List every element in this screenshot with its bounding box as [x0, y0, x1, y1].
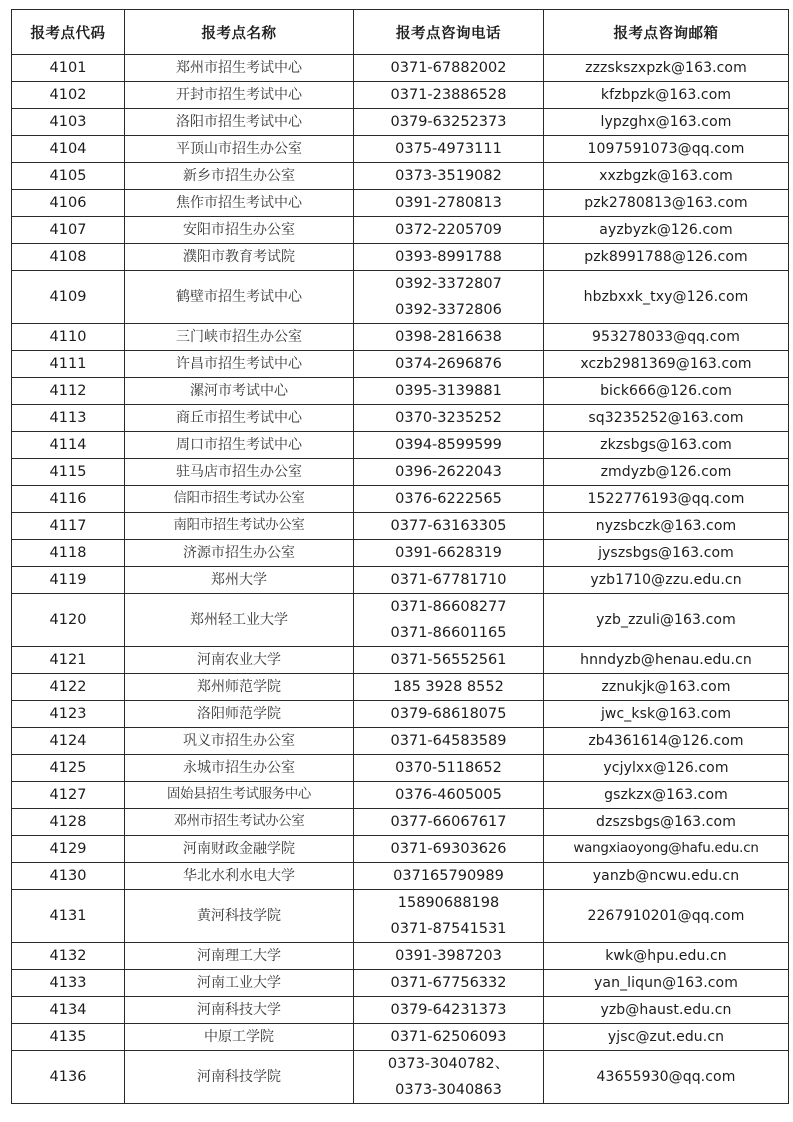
- site-name: 永城市招生办公室: [125, 755, 354, 782]
- table-body: [12, 55, 789, 1104]
- site-name: 濮阳市教育考试院: [125, 244, 354, 271]
- table-row: [12, 136, 789, 163]
- site-email: sq3235252@163.com: [544, 405, 789, 432]
- site-name: 鹤壁市招生考试中心: [125, 271, 354, 324]
- site-email: yzb_zzuli@163.com: [544, 594, 789, 647]
- phone-number: 0371-56552561: [390, 652, 507, 668]
- site-email: yjsc@zut.edu.cn: [544, 1024, 789, 1051]
- site-code: 4128: [12, 809, 125, 836]
- site-name: 河南工业大学: [125, 970, 354, 997]
- site-phone: [354, 755, 544, 782]
- site-code: 4110: [12, 324, 125, 351]
- header-name: 报考点名称: [125, 10, 354, 55]
- site-phone: [354, 701, 544, 728]
- site-name: 平顶山市招生办公室: [125, 136, 354, 163]
- site-code: 4101: [12, 55, 125, 82]
- site-name: 洛阳市招生考试中心: [125, 109, 354, 136]
- table-row: [12, 109, 789, 136]
- phone-number: 0375-4973111: [395, 141, 502, 157]
- site-email: nyzsbczk@163.com: [544, 513, 789, 540]
- site-email: 953278033@qq.com: [544, 324, 789, 351]
- phone-number: 0377-66067617: [390, 814, 507, 830]
- site-name: 河南科技学院: [125, 1051, 354, 1104]
- phone-number: 0371-23886528: [390, 87, 507, 103]
- site-code: 4120: [12, 594, 125, 647]
- site-name: 三门峡市招生办公室: [125, 324, 354, 351]
- table-row: [12, 190, 789, 217]
- site-code: 4108: [12, 244, 125, 271]
- site-email: 1097591073@qq.com: [544, 136, 789, 163]
- site-email: kwk@hpu.edu.cn: [544, 943, 789, 970]
- phone-number: 0371-87541531: [390, 921, 507, 937]
- site-email: dzszsbgs@163.com: [544, 809, 789, 836]
- table-row: [12, 217, 789, 244]
- site-phone: [354, 647, 544, 674]
- table-row: [12, 459, 789, 486]
- site-name: 固始县招生考试服务中心: [125, 782, 354, 809]
- site-name: 安阳市招生办公室: [125, 217, 354, 244]
- site-code: 4136: [12, 1051, 125, 1104]
- site-code: 4119: [12, 567, 125, 594]
- table-row: [12, 324, 789, 351]
- site-name: 郑州市招生考试中心: [125, 55, 354, 82]
- site-email: bick666@126.com: [544, 378, 789, 405]
- site-code: 4102: [12, 82, 125, 109]
- site-name: 商丘市招生考试中心: [125, 405, 354, 432]
- site-phone: [354, 163, 544, 190]
- site-name: 开封市招生考试中心: [125, 82, 354, 109]
- phone-number: 0392-3372806: [395, 302, 502, 318]
- site-email: xczb2981369@163.com: [544, 351, 789, 378]
- phone-number: 0370-3235252: [395, 410, 502, 426]
- site-name: 焦作市招生考试中心: [125, 190, 354, 217]
- table-row: [12, 486, 789, 513]
- phone-number: 0374-2696876: [395, 356, 502, 372]
- site-email: lypzghx@163.com: [544, 109, 789, 136]
- phone-number: 0377-63163305: [390, 518, 507, 534]
- table-row: [12, 244, 789, 271]
- table-row: [12, 1051, 789, 1104]
- site-phone: [354, 728, 544, 755]
- phone-number: 0373-3519082: [395, 168, 502, 184]
- phone-number: 0394-8599599: [395, 437, 502, 453]
- site-phone: [354, 82, 544, 109]
- site-phone: [354, 1024, 544, 1051]
- site-email: zmdyzb@126.com: [544, 459, 789, 486]
- site-name: 河南财政金融学院: [125, 836, 354, 863]
- site-code: 4130: [12, 863, 125, 890]
- site-phone: [354, 863, 544, 890]
- table-row: [12, 943, 789, 970]
- header-row: [12, 10, 789, 55]
- site-phone: [354, 459, 544, 486]
- site-email: yzb@haust.edu.cn: [544, 997, 789, 1024]
- phone-number: 0371-86601165: [390, 625, 507, 641]
- site-phone: [354, 244, 544, 271]
- site-email: yzb1710@zzu.edu.cn: [544, 567, 789, 594]
- phone-number: 0371-69303626: [390, 841, 507, 857]
- site-phone: [354, 594, 544, 647]
- site-code: 4112: [12, 378, 125, 405]
- table-row: [12, 55, 789, 82]
- table-row: [12, 728, 789, 755]
- site-email: gszkzx@163.com: [544, 782, 789, 809]
- site-code: 4117: [12, 513, 125, 540]
- phone-number: 037165790989: [393, 868, 504, 884]
- site-email: pzk2780813@163.com: [544, 190, 789, 217]
- phone-number: 0371-62506093: [390, 1029, 507, 1045]
- site-phone: [354, 432, 544, 459]
- site-name: 郑州大学: [125, 567, 354, 594]
- site-email: 43655930@qq.com: [544, 1051, 789, 1104]
- site-phone: [354, 970, 544, 997]
- site-code: 4105: [12, 163, 125, 190]
- site-phone: [354, 486, 544, 513]
- site-name: 周口市招生考试中心: [125, 432, 354, 459]
- site-email: zb4361614@126.com: [544, 728, 789, 755]
- table-row: [12, 836, 789, 863]
- phone-number: 0379-63252373: [390, 114, 507, 130]
- site-code: 4135: [12, 1024, 125, 1051]
- site-email: kfzbpzk@163.com: [544, 82, 789, 109]
- site-name: 南阳市招生考试办公室: [125, 513, 354, 540]
- phone-number: 0395-3139881: [395, 383, 502, 399]
- table-row: [12, 755, 789, 782]
- phone-number: 0376-6222565: [395, 491, 502, 507]
- site-name: 河南理工大学: [125, 943, 354, 970]
- site-email: zznukjk@163.com: [544, 674, 789, 701]
- site-email: ayzbyzk@126.com: [544, 217, 789, 244]
- table-row: [12, 432, 789, 459]
- table-row: [12, 567, 789, 594]
- site-email: zzzskszxpzk@163.com: [544, 55, 789, 82]
- site-phone: [354, 378, 544, 405]
- site-phone: [354, 997, 544, 1024]
- site-code: 4103: [12, 109, 125, 136]
- phone-number: 0396-2622043: [395, 464, 502, 480]
- site-code: 4107: [12, 217, 125, 244]
- site-email: 2267910201@qq.com: [544, 890, 789, 943]
- site-code: 4121: [12, 647, 125, 674]
- site-name: 驻马店市招生办公室: [125, 459, 354, 486]
- site-name: 郑州师范学院: [125, 674, 354, 701]
- table-row: [12, 970, 789, 997]
- site-phone: [354, 836, 544, 863]
- table-row: [12, 163, 789, 190]
- table-row: [12, 782, 789, 809]
- site-code: 4127: [12, 782, 125, 809]
- site-email: zkzsbgs@163.com: [544, 432, 789, 459]
- phone-number: 0373-3040782、: [387, 1056, 510, 1072]
- site-code: 4109: [12, 271, 125, 324]
- site-email: ycjylxx@126.com: [544, 755, 789, 782]
- site-email: jwc_ksk@163.com: [544, 701, 789, 728]
- phone-number: 0370-5118652: [395, 760, 502, 776]
- site-email: hbzbxxk_txy@126.com: [544, 271, 789, 324]
- phone-number: 0371-86608277: [390, 599, 507, 615]
- site-email: 1522776193@qq.com: [544, 486, 789, 513]
- site-phone: [354, 271, 544, 324]
- site-phone: [354, 567, 544, 594]
- site-name: 河南农业大学: [125, 647, 354, 674]
- table-row: [12, 647, 789, 674]
- site-phone: [354, 136, 544, 163]
- site-email: pzk8991788@126.com: [544, 244, 789, 271]
- site-name: 河南科技大学: [125, 997, 354, 1024]
- site-name: 邓州市招生考试办公室: [125, 809, 354, 836]
- header-phone: 报考点咨询电话: [354, 10, 544, 55]
- site-phone: [354, 190, 544, 217]
- phone-number: 0379-68618075: [390, 706, 507, 722]
- site-phone: [354, 324, 544, 351]
- table-row: [12, 997, 789, 1024]
- site-phone: [354, 351, 544, 378]
- table-row: [12, 890, 789, 943]
- site-code: 4116: [12, 486, 125, 513]
- site-code: 4123: [12, 701, 125, 728]
- site-phone: [354, 943, 544, 970]
- site-phone: [354, 513, 544, 540]
- table-row: [12, 351, 789, 378]
- table-row: [12, 513, 789, 540]
- header-code: 报考点代码: [12, 10, 125, 55]
- site-email: yan_liqun@163.com: [544, 970, 789, 997]
- phone-number: 0371-67781710: [390, 572, 507, 588]
- site-name: 中原工学院: [125, 1024, 354, 1051]
- phone-number: 0376-4605005: [395, 787, 502, 803]
- site-code: 4131: [12, 890, 125, 943]
- table-row: [12, 271, 789, 324]
- site-code: 4104: [12, 136, 125, 163]
- table-row: [12, 809, 789, 836]
- site-name: 洛阳师范学院: [125, 701, 354, 728]
- site-code: 4132: [12, 943, 125, 970]
- site-code: 4134: [12, 997, 125, 1024]
- site-name: 郑州轻工业大学: [125, 594, 354, 647]
- phone-number: 0391-2780813: [395, 195, 502, 211]
- phone-number: 0371-67756332: [390, 975, 507, 991]
- site-code: 4133: [12, 970, 125, 997]
- site-phone: [354, 890, 544, 943]
- phone-number: 0392-3372807: [395, 276, 502, 292]
- site-email: yanzb@ncwu.edu.cn: [544, 863, 789, 890]
- site-name: 信阳市招生考试办公室: [125, 486, 354, 513]
- site-code: 4124: [12, 728, 125, 755]
- site-name: 济源市招生办公室: [125, 540, 354, 567]
- table-row: [12, 378, 789, 405]
- site-code: 4129: [12, 836, 125, 863]
- site-name: 黄河科技学院: [125, 890, 354, 943]
- phone-number: 0393-8991788: [395, 249, 502, 265]
- phone-number: 0391-6628319: [395, 545, 502, 561]
- phone-number: 0379-64231373: [390, 1002, 507, 1018]
- site-email: wangxiaoyong@hafu.edu.cn: [544, 836, 789, 863]
- site-code: 4115: [12, 459, 125, 486]
- site-email: hnndyzb@henau.edu.cn: [544, 647, 789, 674]
- site-phone: [354, 55, 544, 82]
- table-row: [12, 594, 789, 647]
- site-phone: [354, 1051, 544, 1104]
- site-phone: [354, 782, 544, 809]
- site-code: 4122: [12, 674, 125, 701]
- phone-number: 185 3928 8552: [393, 679, 504, 695]
- site-code: 4114: [12, 432, 125, 459]
- exam-site-table: [11, 9, 789, 1104]
- site-code: 4118: [12, 540, 125, 567]
- site-name: 华北水利水电大学: [125, 863, 354, 890]
- site-code: 4113: [12, 405, 125, 432]
- site-phone: [354, 674, 544, 701]
- table-row: [12, 863, 789, 890]
- phone-number: 0372-2205709: [395, 222, 502, 238]
- phone-number: 0373-3040863: [395, 1082, 502, 1098]
- site-email: xxzbgzk@163.com: [544, 163, 789, 190]
- phone-number: 15890688198: [397, 895, 500, 911]
- phone-number: 0398-2816638: [395, 329, 502, 345]
- phone-number: 0391-3987203: [395, 948, 502, 964]
- table-row: [12, 674, 789, 701]
- site-name: 新乡市招生办公室: [125, 163, 354, 190]
- header-email: 报考点咨询邮箱: [544, 10, 789, 55]
- table-row: [12, 701, 789, 728]
- table-row: [12, 82, 789, 109]
- site-phone: [354, 217, 544, 244]
- site-name: 许昌市招生考试中心: [125, 351, 354, 378]
- site-code: 4111: [12, 351, 125, 378]
- site-code: 4125: [12, 755, 125, 782]
- site-phone: [354, 540, 544, 567]
- site-code: 4106: [12, 190, 125, 217]
- table-row: [12, 1024, 789, 1051]
- phone-number: 0371-67882002: [390, 60, 507, 76]
- phone-number: 0371-64583589: [390, 733, 507, 749]
- site-phone: [354, 109, 544, 136]
- site-phone: [354, 405, 544, 432]
- table-row: [12, 540, 789, 567]
- site-name: 巩义市招生办公室: [125, 728, 354, 755]
- site-name: 漯河市考试中心: [125, 378, 354, 405]
- site-phone: [354, 809, 544, 836]
- table-row: [12, 405, 789, 432]
- site-email: jyszsbgs@163.com: [544, 540, 789, 567]
